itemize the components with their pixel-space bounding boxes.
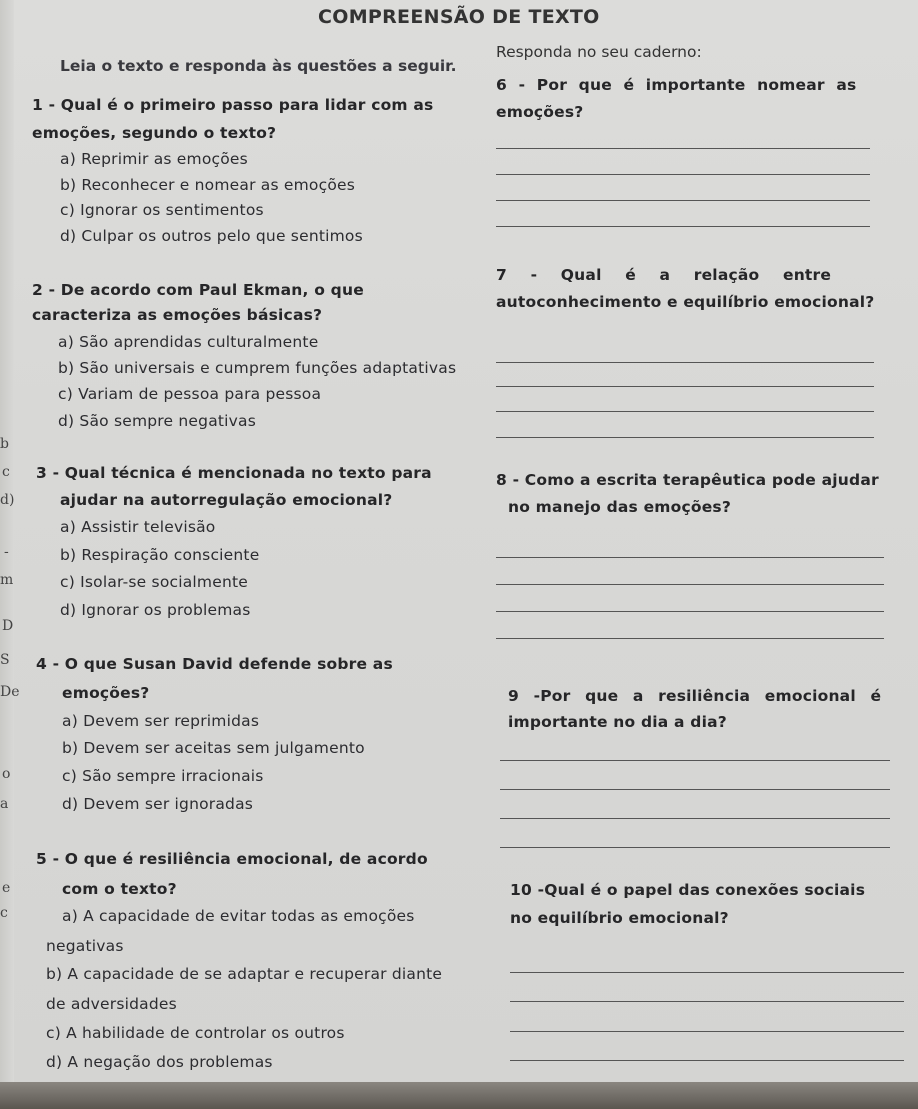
answer-line-6-3 (496, 200, 870, 201)
margin-mark: S (0, 652, 10, 668)
table-surface (0, 1082, 918, 1109)
question-3-option-b: b) Respiração consciente (60, 546, 260, 564)
question-4-option-d: d) Devem ser ignoradas (62, 795, 254, 813)
answer-line-10-1 (510, 972, 904, 973)
question-6-line-2: emoções? (496, 103, 584, 121)
margin-mark: De (0, 684, 20, 700)
question-7-line-1: 7 - Qual é a relação entre (496, 266, 832, 284)
question-4-line-2: emoções? (62, 684, 150, 702)
margin-mark: - (4, 544, 9, 560)
answer-line-7-1 (496, 362, 874, 363)
question-8-line-2: no manejo das emoções? (508, 498, 732, 516)
answer-line-10-2 (510, 1001, 904, 1002)
question-2-line-2: caracteriza as emoções básicas? (32, 306, 323, 324)
margin-mark: o (2, 766, 11, 782)
question-5-option-a: a) A capacidade de evitar todas as emoções (62, 907, 415, 925)
question-2-line-1: 2 - De acordo com Paul Ekman, o que (32, 281, 364, 299)
answer-line-9-1 (500, 760, 890, 761)
question-5-option-b-cont: de adversidades (46, 995, 177, 1013)
question-2-option-d: d) São sempre negativas (58, 412, 257, 430)
answer-line-8-4 (496, 638, 884, 639)
question-3-line-2: ajudar na autorregulação emocional? (60, 491, 393, 509)
question-5-option-a-cont: negativas (46, 937, 124, 955)
question-9-line-1: 9 -Por que a resiliência emocional é (508, 687, 882, 705)
right-instructions: Responda no seu caderno: (496, 43, 702, 61)
answer-line-7-3 (496, 411, 874, 412)
answer-line-7-2 (496, 386, 874, 387)
answer-line-8-1 (496, 557, 884, 558)
margin-mark: m (0, 572, 14, 588)
answer-line-10-4 (510, 1060, 904, 1061)
question-6-line-1: 6 - Por que é importante nomear as (496, 76, 857, 94)
answer-line-9-3 (500, 818, 890, 819)
question-1-option-c: c) Ignorar os sentimentos (60, 201, 264, 219)
answer-line-10-3 (510, 1031, 904, 1032)
answer-line-7-4 (496, 437, 874, 438)
question-4-option-b: b) Devem ser aceitas sem julgamento (62, 739, 365, 757)
question-3-option-c: c) Isolar-se socialmente (60, 573, 249, 591)
question-3-option-a: a) Assistir televisão (60, 518, 216, 536)
question-2-option-b: b) São universais e cumprem funções adaptativas (58, 359, 457, 377)
left-instructions: Leia o texto e responda às questões a seguir. (60, 57, 457, 75)
question-5-line-1: 5 - O que é resiliência emocional, de acordo (36, 850, 428, 868)
question-2-option-c: c) Variam de pessoa para pessoa (58, 385, 322, 403)
question-5-line-2: com o texto? (62, 880, 177, 898)
answer-line-9-4 (500, 847, 890, 848)
answer-line-9-2 (500, 789, 890, 790)
question-5-option-c: c) A habilidade de controlar os outros (46, 1024, 345, 1042)
question-4-option-c: c) São sempre irracionais (62, 767, 264, 785)
margin-mark: c (0, 905, 8, 921)
question-1-option-a: a) Reprimir as emoções (60, 150, 248, 168)
question-3-line-1: 3 - Qual técnica é mencionada no texto para (36, 464, 432, 482)
question-5-option-d: d) A negação dos problemas (46, 1053, 273, 1071)
question-1-line-2: emoções, segundo o texto? (32, 124, 277, 142)
margin-mark: D (2, 618, 14, 634)
question-9-line-2: importante no dia a dia? (508, 713, 727, 731)
answer-line-6-4 (496, 226, 870, 227)
question-10-line-2: no equilíbrio emocional? (510, 909, 729, 927)
question-7-line-2: autoconhecimento e equilíbrio emocional? (496, 293, 875, 311)
question-3-option-d: d) Ignorar os problemas (60, 601, 251, 619)
answer-line-8-2 (496, 584, 884, 585)
margin-mark: d) (0, 492, 15, 508)
question-10-line-1: 10 -Qual é o papel das conexões sociais (510, 881, 866, 899)
margin-mark: a (0, 796, 9, 812)
answer-line-6-2 (496, 174, 870, 175)
question-1-option-d: d) Culpar os outros pelo que sentimos (60, 227, 363, 245)
margin-mark: b (0, 436, 9, 452)
margin-mark: c (2, 464, 10, 480)
answer-line-8-3 (496, 611, 884, 612)
page-title: COMPREENSÃO DE TEXTO (318, 6, 600, 28)
question-1-option-b: b) Reconhecer e nomear as emoções (60, 176, 356, 194)
question-2-option-a: a) São aprendidas culturalmente (58, 333, 319, 351)
margin-mark: e (2, 880, 11, 896)
question-4-line-1: 4 - O que Susan David defende sobre as (36, 655, 393, 673)
question-1-line-1: 1 - Qual é o primeiro passo para lidar com as (32, 96, 434, 114)
answer-line-6-1 (496, 148, 870, 149)
question-8-line-1: 8 - Como a escrita terapêutica pode ajudar (496, 471, 879, 489)
question-5-option-b: b) A capacidade de se adaptar e recuperar diante (46, 965, 443, 983)
question-4-option-a: a) Devem ser reprimidas (62, 712, 260, 730)
